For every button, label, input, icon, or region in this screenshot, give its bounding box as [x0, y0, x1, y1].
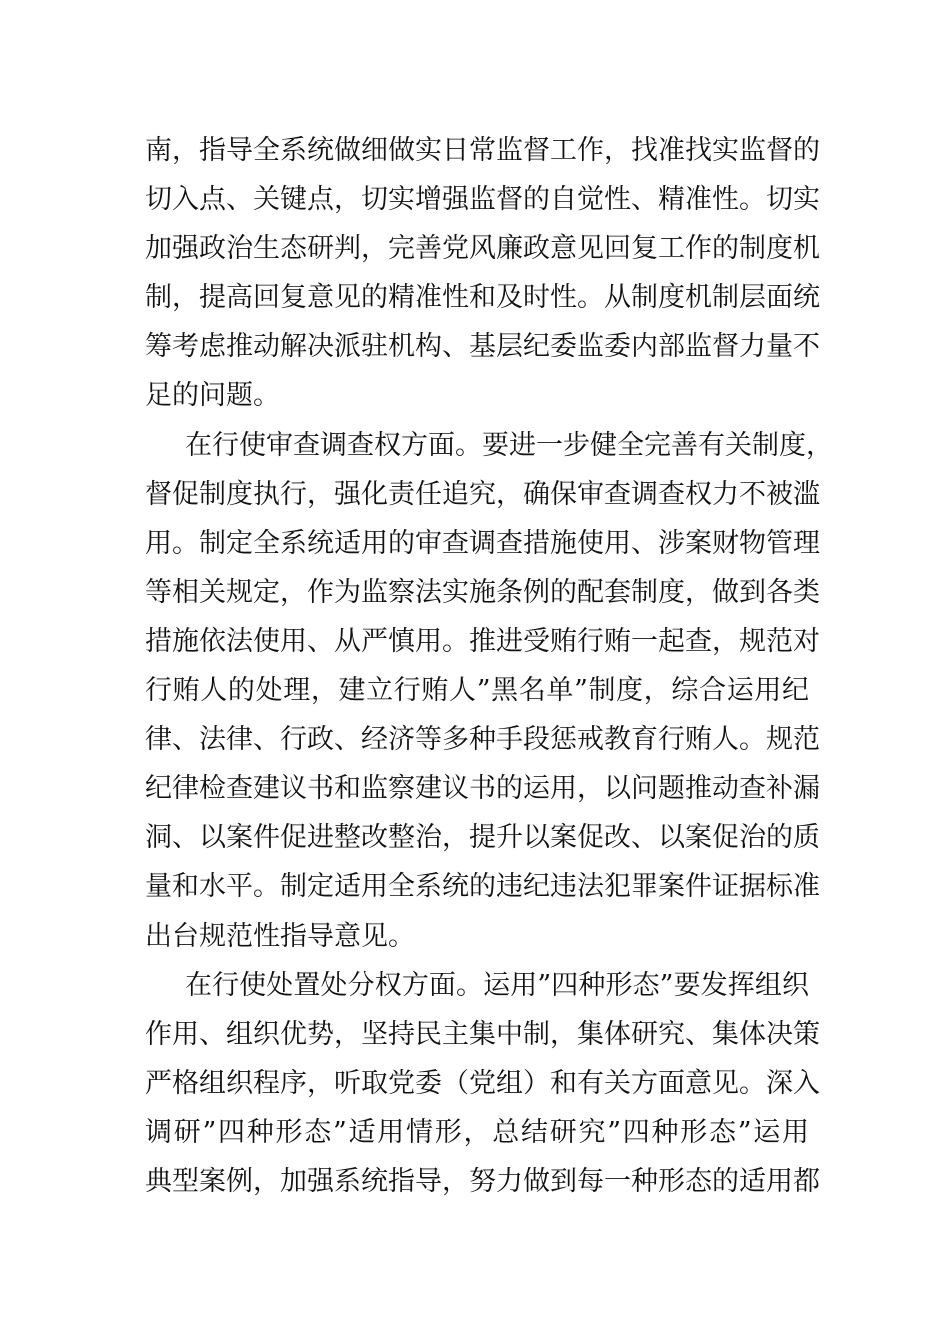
text-line: 量和水平。制定适用全系统的违纪违法犯罪案件证据标准	[145, 871, 820, 903]
text-line: 足的问题。	[145, 380, 280, 412]
text-line: 用。制定全系统适用的审查调查措施使用、涉案财物管理	[145, 527, 820, 559]
text-line: 在行使处置处分权方面。运用”四种形态”要发挥组织	[185, 969, 809, 1001]
paragraph-review-investigation-power	[145, 421, 833, 961]
document-body	[145, 126, 833, 1206]
paragraph-disposal-power	[145, 961, 820, 1206]
text-line: 切入点、关键点，切实增强监督的自觉性、精准性。切实	[145, 184, 820, 216]
text-line: 等相关规定，作为监察法实施条例的配套制度，做到各类	[145, 576, 820, 608]
text-line: 作用、组织优势，坚持民主集中制，集体研究、集体决策	[145, 1018, 820, 1050]
text-line: 行贿人的处理，建立行贿人”黑名单”制度，综合运用纪	[145, 675, 809, 707]
text-line: 南，指导全系统做细做实日常监督工作，找准找实监督的	[145, 135, 820, 166]
text-line: 加强政治生态研判，完善党风廉政意见回复工作的制度机	[145, 233, 820, 265]
text-line: 典型案例，加强系统指导，努力做到每一种形态的适用都	[145, 1165, 820, 1197]
text-line: 律、法律、行政、经济等多种手段惩戒教育行贿人。规范	[145, 724, 820, 756]
text-line: 在行使审查调查权方面。要进一步健全完善有关制度，	[185, 429, 833, 461]
paragraph-daily-supervision	[145, 126, 820, 421]
text-line: 严格组织程序，听取党委（党组）和有关方面意见。深入	[145, 1067, 820, 1099]
text-line: 制，提高回复意见的精准性和及时性。从制度机制层面统	[145, 282, 820, 314]
text-line: 纪律检查建议书和监察建议书的运用，以问题推动查补漏	[145, 773, 820, 805]
text-line: 筹考虑推动解决派驻机构、基层纪委监委内部监督力量不	[145, 331, 820, 363]
text-line: 调研”四种形态”适用情形，总结研究”四种形态”运用	[145, 1116, 809, 1148]
text-line: 洞、以案件促进整改整治，提升以案促改、以案促治的质	[145, 822, 820, 854]
text-line: 督促制度执行，强化责任追究，确保审查调查权力不被滥	[145, 478, 820, 510]
text-line: 措施依法使用、从严慎用。推进受贿行贿一起查，规范对	[145, 625, 820, 657]
text-line: 出台规范性指导意见。	[145, 920, 415, 952]
